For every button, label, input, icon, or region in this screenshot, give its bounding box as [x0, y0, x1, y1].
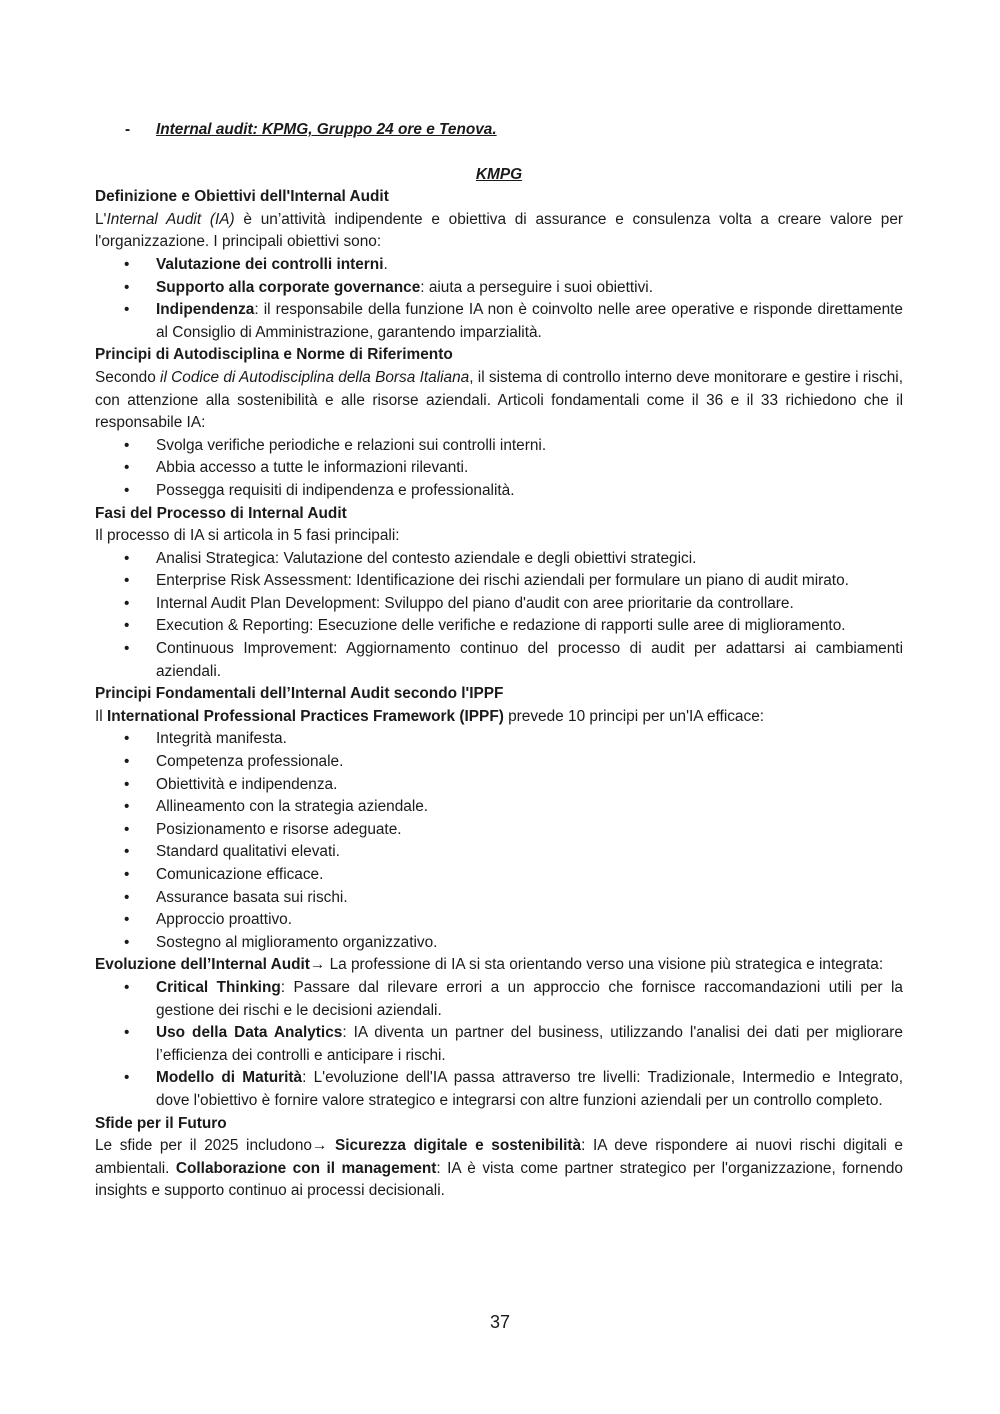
dash-marker: - [125, 121, 131, 138]
list-item: • Posizionamento e risorse adeguate. [95, 819, 903, 842]
heading-fasi-processo: Fasi del Processo di Internal Audit [95, 504, 347, 522]
list-item: • Supporto alla corporate governance: aiuta a perseguire i suoi obiettivi. [95, 277, 903, 300]
bullet-icon: • [124, 572, 130, 590]
top-list-item [95, 119, 903, 142]
bullet-icon: • [124, 1024, 130, 1042]
list-item: • Uso della Data Analytics: IA diventa un partner del business, utilizzando l'analisi dei dati per migliorare l’efficienza dei controlli e anticipare i rischi. [124, 1024, 903, 1064]
bullet-icon: • [124, 866, 130, 883]
list-obiettivi [95, 254, 903, 344]
page-content [95, 119, 903, 1203]
list-item: • Allineamento con la strategia aziendale. [95, 796, 903, 819]
bullet-icon: • [124, 730, 130, 748]
list-item: • Sostegno al miglioramento organizzativo. [95, 932, 903, 955]
bullet-icon: • [124, 481, 130, 499]
paragraph-definizione: L'Internal Audit (IA) è un’attività indipendente e obiettiva di assurance e consulenza volta a creare valore per l'organizzazione. I principali obiettivi sono: [95, 210, 904, 251]
heading-principi-ippf: Principi Fondamentali dell’Internal Audit secondo l'IPPF [95, 685, 504, 703]
list-item: • Modello di Maturità: L'evoluzione dell'IA passa attraverso tre livelli: Tradizionale, Intermedio e Integrato, dove l'obiettivo è fornire valore strategico e integrarsi con altre funzioni aziendali per un controllo completo. [124, 1069, 903, 1109]
bullet-icon: • [124, 1069, 130, 1087]
list-principi [95, 728, 903, 954]
list-item: • Possegga requisiti di indipendenza e professionalità. [95, 480, 903, 503]
paragraph-evoluzione: Evoluzione dell’Internal Audit→ La professione di IA si sta orientando verso una visione più strategica e integrata: [95, 956, 884, 974]
section-title: KMPG [475, 165, 523, 183]
list-item: • Approccio proattivo. [95, 909, 903, 932]
bullet-icon: • [124, 911, 130, 929]
list-item: • Integrità manifesta. [95, 728, 903, 751]
list-item: • Comunicazione efficace. [95, 864, 903, 887]
paragraph-sfide: Le sfide per il 2025 includono→ Sicurezza digitale e sostenibilità: IA deve rispondere ai nuovi rischi digitali e ambientali. Collaborazione con il management: IA è vista come partner strategico per l'organizzazione, fornendo insights e supporto continuo ai processi decisionali. [95, 1137, 903, 1200]
list-item: • Execution & Reporting: Esecuzione delle verifiche e redazione di rapporti sulle aree di miglioramento. [95, 615, 903, 638]
heading-definizione: Definizione e Obiettivi dell'Internal Audit [95, 188, 389, 206]
bullet-icon: • [124, 798, 130, 816]
bullet-icon: • [124, 775, 130, 793]
list-item: • Svolga verifiche periodiche e relazioni sui controlli interni. [95, 435, 903, 458]
heading-principi-autodisciplina: Principi di Autodisciplina e Norme di Riferimento [95, 346, 453, 364]
bullet-icon: • [124, 978, 130, 996]
list-item: • Competenza professionale. [95, 751, 903, 774]
heading-evoluzione: Evoluzione dell’Internal Audit [95, 956, 310, 974]
list-item: • Analisi Strategica: Valutazione del contesto aziendale e degli obiettivi strategici. [95, 548, 903, 571]
paragraph-ippf: Il International Professional Practices Framework (IPPF) prevede 10 principi per un'IA efficace: [95, 707, 765, 725]
list-item: • Indipendenza: il responsabile della funzione IA non è coinvolto nelle aree operative e risponde direttamente al Consiglio di Amministrazione, garantendo imparzialità. [124, 301, 903, 341]
list-item: • Abbia accesso a tutte le informazioni rilevanti. [95, 457, 903, 480]
list-item: • Internal Audit Plan Development: Sviluppo del piano d'audit con aree prioritarie da controllare. [95, 593, 903, 616]
bullet-icon: • [124, 301, 130, 319]
bullet-icon: • [124, 640, 130, 658]
paragraph-fasi-intro: Il processo di IA si articola in 5 fasi principali: [95, 527, 400, 545]
list-item: • Valutazione dei controlli interni. [95, 254, 903, 277]
bullet-icon: • [124, 820, 130, 838]
bullet-icon: • [124, 594, 130, 612]
list-item: • Continuous Improvement: Aggiornamento continuo del processo di audit per adattarsi ai cambiamenti aziendali. [124, 640, 903, 680]
list-item: • Standard qualitativi elevati. [95, 841, 903, 864]
bullet-icon: • [124, 278, 130, 296]
list-evoluzione [95, 977, 903, 1113]
bullet-icon: • [124, 459, 130, 477]
heading-sfide: Sfide per il Futuro [95, 1114, 227, 1132]
arrow-icon: → [309, 956, 326, 974]
list-fasi [95, 548, 903, 684]
list-item: • Critical Thinking: Passare dal rilevare errori a un approccio che fornisce raccomandazioni utili per la gestione dei rischi e le decisioni aziendali. [124, 978, 903, 1019]
list-item: • Assurance basata sui rischi. [95, 887, 903, 910]
bullet-icon: • [124, 436, 130, 454]
page-number: 37 [489, 1312, 511, 1332]
bullet-icon: • [124, 933, 130, 951]
bullet-icon: • [124, 549, 130, 567]
bullet-icon: • [124, 753, 130, 771]
bullet-icon: • [124, 617, 130, 635]
bullet-icon: • [124, 888, 130, 906]
arrow-icon: → [311, 1137, 328, 1155]
bullet-icon: • [124, 255, 130, 273]
list-requisiti [95, 435, 903, 503]
top-list-item-text: Internal audit: KPMG, Gruppo 24 ore e Tenova. [156, 121, 497, 138]
bullet-icon: • [124, 843, 130, 861]
list-item: • Enterprise Risk Assessment: Identificazione dei rischi aziendali per formulare un piano di audit mirato. [95, 570, 903, 593]
paragraph-codice: Secondo il Codice di Autodisciplina della Borsa Italiana, il sistema di controllo interno deve monitorare e gestire i rischi, con attenzione alla sostenibilità e alle risorse aziendali. Articoli fondamentali come il 36 e il 33 richiedono che il responsabile IA: [95, 368, 903, 432]
list-item: • Obiettività e indipendenza. [95, 774, 903, 797]
